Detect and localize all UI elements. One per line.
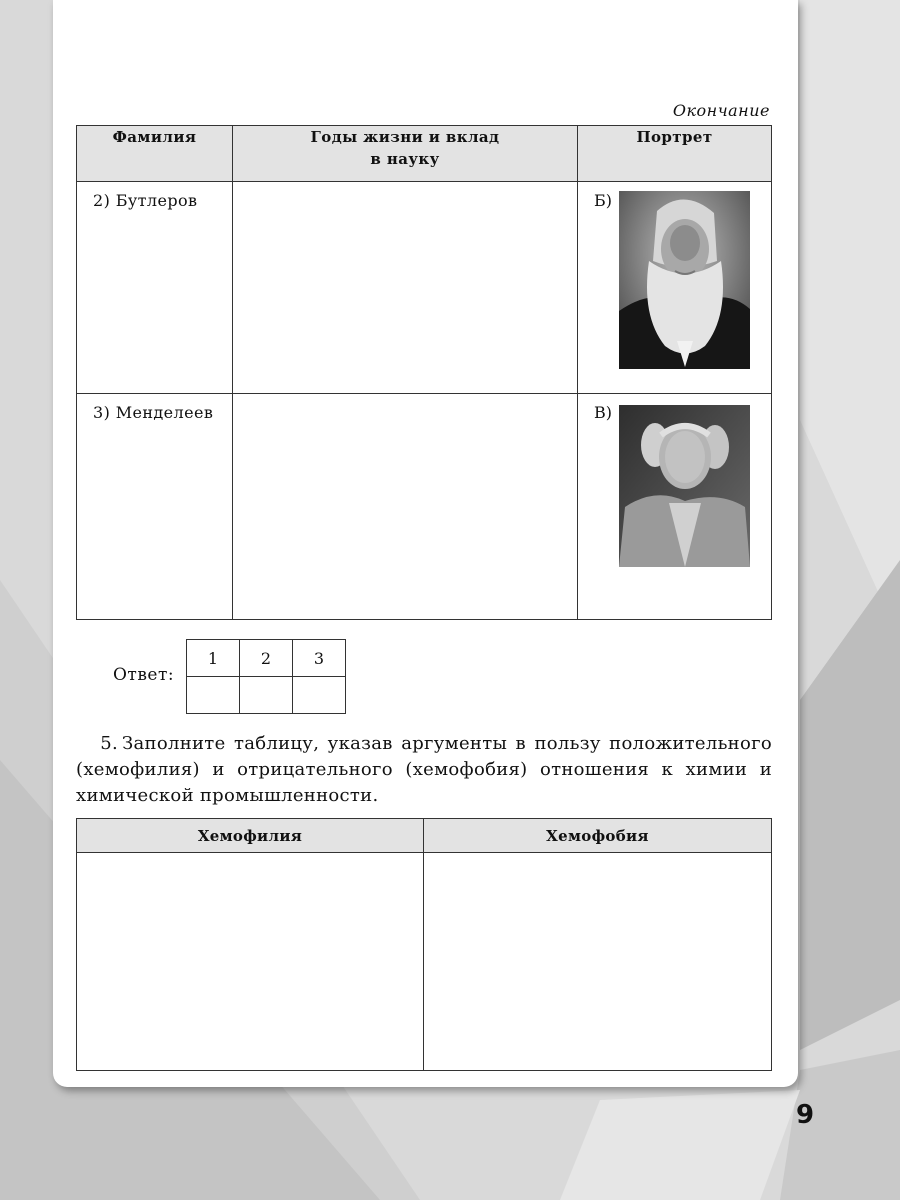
answer-grid <box>186 639 346 714</box>
years-cell[interactable] <box>233 182 578 394</box>
header-chemophobia: Хемофобия <box>424 819 772 853</box>
answer-col-label: 3 <box>293 640 346 677</box>
header-years <box>233 126 578 182</box>
row-name: 2) Бутлеров <box>77 182 233 394</box>
task-text: Заполните таблицу, указав аргументы в пользу положительного (хемофилия) и отрицательного (хемофобия) отношения к химии и химической промышленности. <box>76 733 772 806</box>
task-5 <box>76 731 772 809</box>
years-cell[interactable] <box>233 394 578 620</box>
table-row <box>77 182 772 394</box>
portrait-photo-bearded-man <box>619 191 750 369</box>
table-header-row <box>77 126 772 182</box>
portrait-cell <box>578 182 772 394</box>
chemophilia-table <box>76 818 772 1071</box>
answer-col-label: 2 <box>240 640 293 677</box>
answer-col-label: 1 <box>187 640 240 677</box>
answer-label: Ответ: <box>113 665 175 685</box>
scientists-table <box>76 125 772 620</box>
answer-cell-2[interactable] <box>240 677 293 714</box>
portrait-letter: В) <box>594 403 612 422</box>
header-years-line2: в науку <box>370 150 440 168</box>
answer-cell-3[interactable] <box>293 677 346 714</box>
portrait-photo-wigged-man <box>619 405 750 567</box>
header-portrait: Портрет <box>578 126 772 182</box>
table-row <box>77 394 772 620</box>
continuation-caption: Окончание <box>672 101 770 120</box>
chemophobia-cell[interactable] <box>424 853 772 1071</box>
portrait-letter: Б) <box>594 191 612 210</box>
header-chemophilia: Хемофилия <box>77 819 424 853</box>
chemophilia-cell[interactable] <box>77 853 424 1071</box>
answer-header-row <box>187 640 346 677</box>
workbook-page <box>53 0 798 1087</box>
table-header-row <box>77 819 772 853</box>
answer-cell-1[interactable] <box>187 677 240 714</box>
portrait-cell <box>578 394 772 620</box>
header-surname: Фамилия <box>77 126 233 182</box>
header-years-line1: Годы жизни и вклад <box>310 128 500 146</box>
row-name: 3) Менделеев <box>77 394 233 620</box>
page-number: 9 <box>796 1100 815 1130</box>
answer-input-row <box>187 677 346 714</box>
task-number: 5. <box>100 733 118 754</box>
table-row <box>77 853 772 1071</box>
